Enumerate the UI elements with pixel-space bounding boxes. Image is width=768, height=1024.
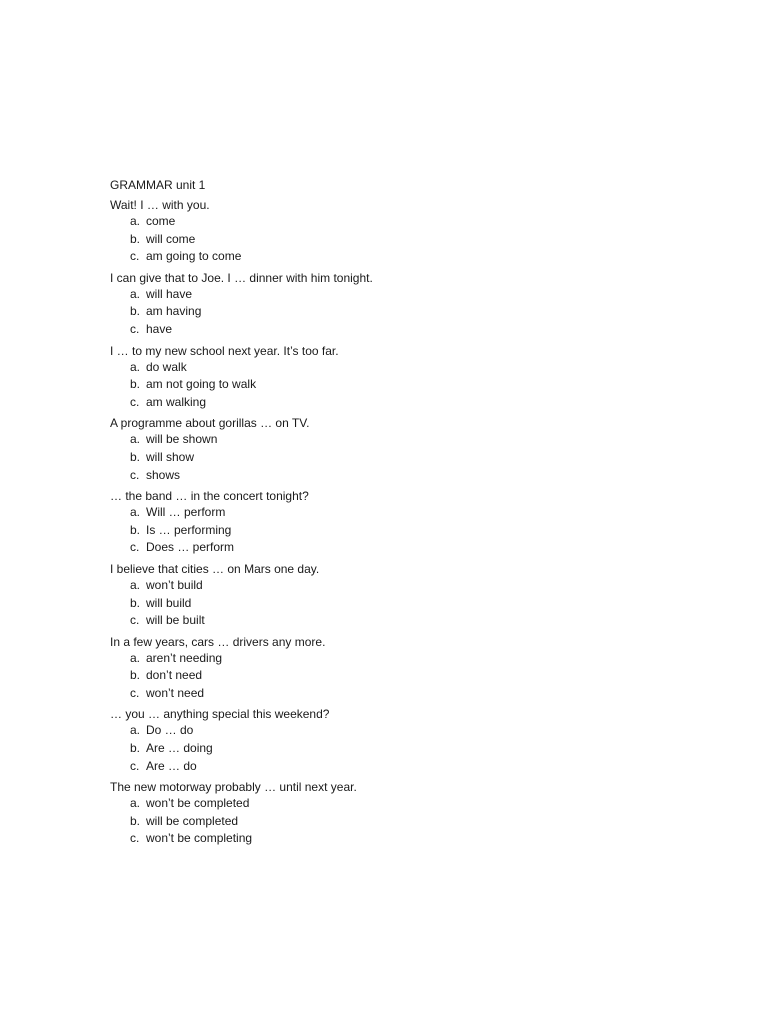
option-text: am not going to walk [146, 377, 257, 392]
question-text: … the band … in the concert tonight? [110, 489, 309, 504]
answer-option [110, 394, 670, 412]
question-item [110, 561, 670, 630]
answer-option [110, 539, 670, 557]
option-text: Are … doing [146, 741, 213, 756]
answer-option [110, 522, 670, 540]
answer-options [110, 722, 670, 775]
question-list [110, 197, 670, 848]
option-letter: c. [130, 613, 140, 628]
answer-option [110, 231, 670, 249]
question-item [110, 779, 670, 848]
option-text: shows [146, 467, 181, 482]
question-text: … you … anything special this weekend? [110, 707, 330, 722]
answer-option [110, 813, 670, 831]
option-text: am going to come [146, 249, 242, 264]
answer-option [110, 667, 670, 685]
question-item [110, 706, 670, 775]
option-text: won’t be completed [146, 796, 250, 811]
answer-option [110, 431, 670, 449]
answer-option [110, 612, 670, 630]
question-text: I … to my new school next year. It’s too far. [110, 343, 339, 358]
answer-option [110, 449, 670, 467]
answer-option [110, 758, 670, 776]
option-letter: a. [130, 432, 141, 447]
answer-options [110, 504, 670, 557]
answer-option [110, 595, 670, 613]
option-text: will be completed [146, 813, 239, 828]
answer-options [110, 431, 670, 484]
option-letter: c. [130, 467, 140, 482]
question-item [110, 197, 670, 266]
option-text: am walking [146, 394, 207, 409]
document-title: GRAMMAR unit 1 [110, 178, 206, 192]
option-letter: b. [130, 813, 141, 828]
option-letter: c. [130, 831, 140, 846]
answer-option [110, 321, 670, 339]
answer-option [110, 248, 670, 266]
option-letter: a. [130, 723, 141, 738]
option-text: Do … do [146, 723, 194, 738]
document-content [110, 177, 670, 852]
option-text: have [146, 321, 173, 336]
option-letter: b. [130, 595, 141, 610]
question-text: I believe that cities … on Mars one day. [110, 561, 320, 576]
option-text: Will … perform [146, 505, 226, 520]
question-text: Wait! I … with you. [110, 198, 210, 212]
answer-options [110, 359, 670, 412]
answer-option [110, 504, 670, 522]
option-letter: b. [130, 741, 141, 756]
answer-option [110, 722, 670, 740]
option-letter: a. [130, 650, 141, 665]
answer-option [110, 830, 670, 848]
option-letter: c. [130, 540, 140, 555]
option-letter: a. [130, 359, 141, 374]
option-letter: c. [130, 685, 140, 700]
option-letter: a. [130, 286, 141, 301]
option-letter: b. [130, 449, 141, 464]
option-text: will have [146, 286, 193, 301]
option-letter: b. [130, 304, 141, 319]
question-text: In a few years, cars … drivers any more. [110, 634, 326, 649]
option-letter: c. [130, 321, 140, 336]
question-item [110, 343, 670, 412]
option-letter: c. [130, 758, 140, 773]
option-letter: a. [130, 214, 141, 228]
option-text: will show [146, 449, 195, 464]
answer-option [110, 685, 670, 703]
option-letter: b. [130, 377, 141, 392]
answer-option [110, 376, 670, 394]
answer-options [110, 213, 670, 266]
option-letter: a. [130, 796, 141, 811]
question-text: The new motorway probably … until next year. [110, 780, 357, 795]
option-text: won’t build [146, 577, 203, 592]
option-letter: a. [130, 577, 141, 592]
option-letter: b. [130, 522, 141, 537]
question-text: I can give that to Joe. I … dinner with him tonight. [110, 270, 373, 285]
option-text: will build [146, 595, 192, 610]
answer-option [110, 303, 670, 321]
answer-option [110, 577, 670, 595]
question-item [110, 634, 670, 703]
answer-option [110, 795, 670, 813]
answer-option [110, 286, 670, 304]
option-letter: b. [130, 668, 141, 683]
option-text: Is … performing [146, 522, 232, 537]
option-letter: c. [130, 394, 140, 409]
answer-option [110, 650, 670, 668]
option-text: do walk [146, 359, 187, 374]
answer-options [110, 577, 670, 630]
answer-option [110, 740, 670, 758]
answer-options [110, 286, 670, 339]
option-text: aren’t needing [146, 650, 223, 665]
option-text: don’t need [146, 668, 203, 683]
option-letter: a. [130, 505, 141, 520]
option-letter: b. [130, 231, 141, 246]
option-letter: c. [130, 249, 140, 264]
option-text: Does … perform [146, 540, 235, 555]
option-text: am having [146, 304, 202, 319]
question-item [110, 415, 670, 484]
answer-options [110, 795, 670, 848]
answer-options [110, 650, 670, 703]
question-item [110, 270, 670, 339]
answer-option [110, 467, 670, 485]
option-text: won’t be completing [146, 831, 253, 846]
option-text: will be built [146, 613, 205, 628]
answer-option [110, 359, 670, 377]
option-text: Are … do [146, 758, 197, 773]
option-text: will be shown [146, 432, 218, 447]
answer-option [110, 213, 670, 231]
question-item [110, 488, 670, 557]
option-text: won’t need [146, 685, 205, 700]
question-text: A programme about gorillas … on TV. [110, 416, 310, 431]
option-text: will come [146, 231, 196, 246]
option-text: come [146, 214, 176, 228]
